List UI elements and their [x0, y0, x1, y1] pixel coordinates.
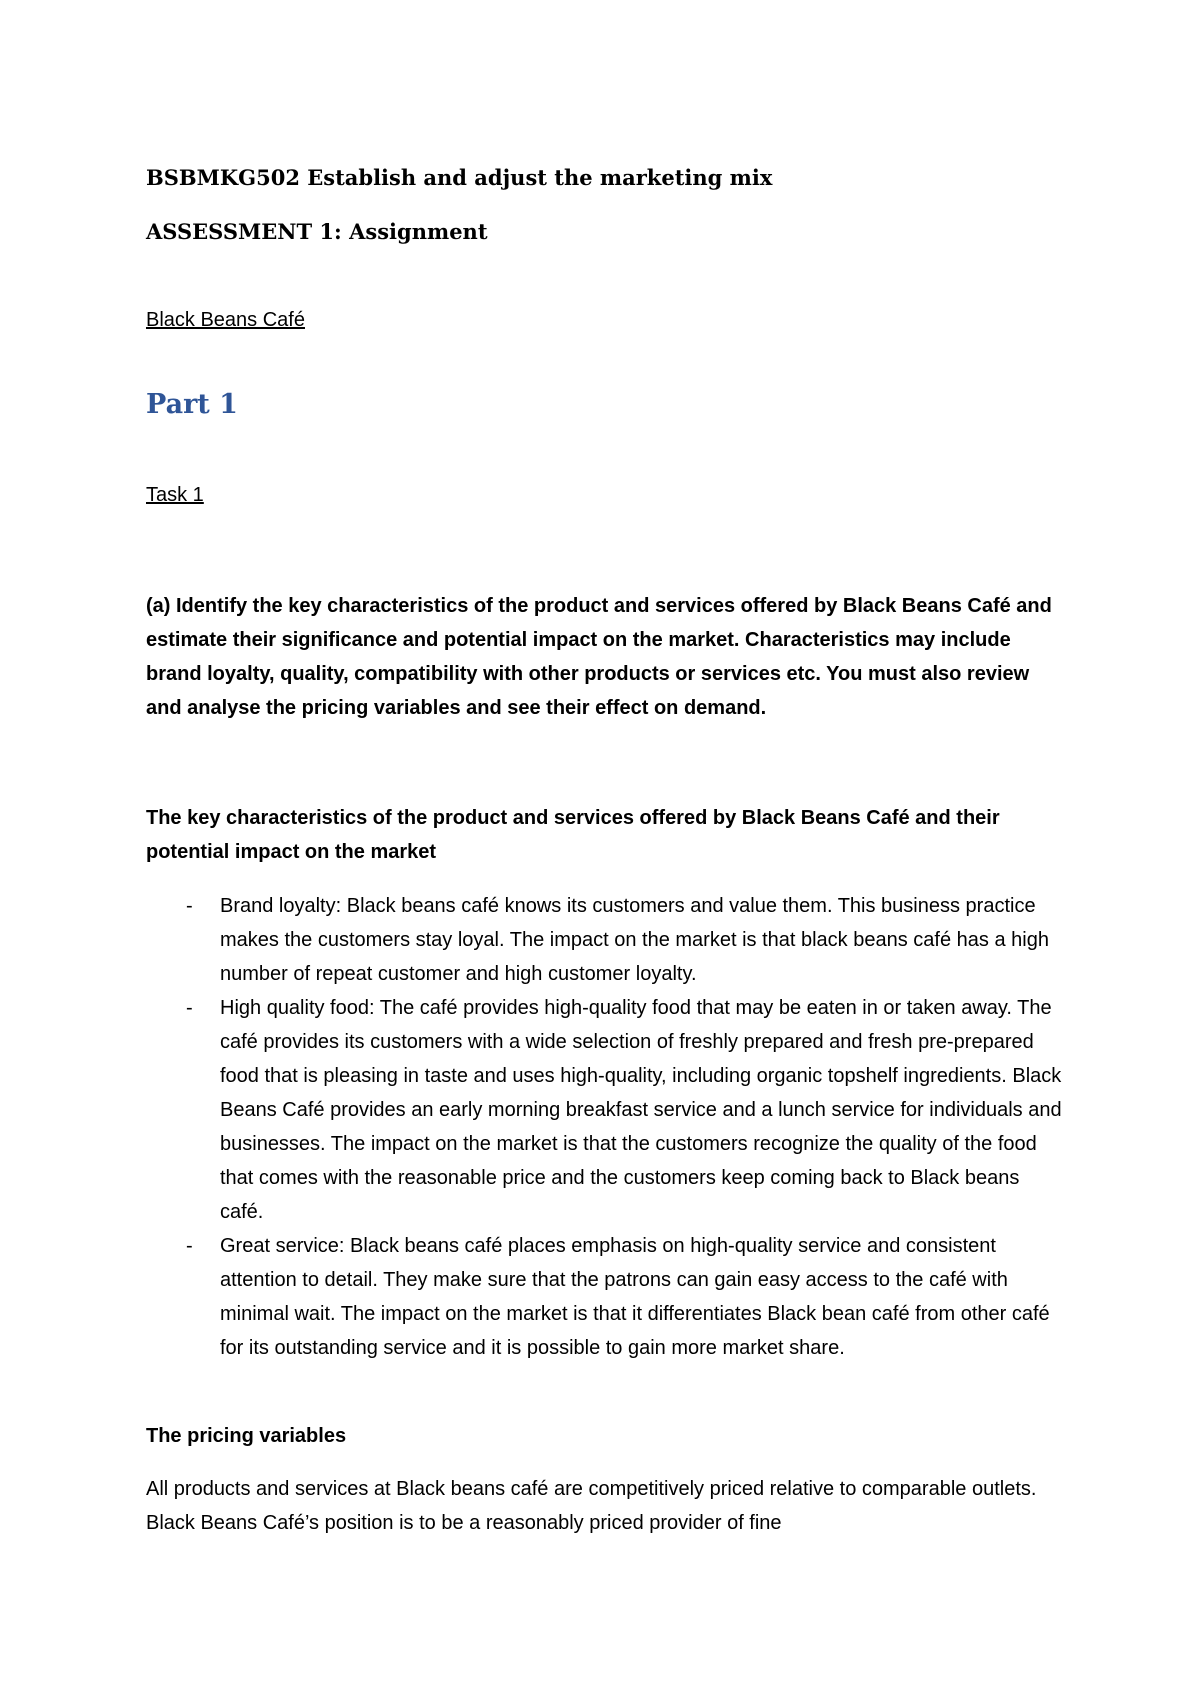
document-title: BSBMKG502 Establish and adjust the marketing mix [146, 165, 773, 190]
list-item [146, 1229, 1066, 1365]
list-item [146, 889, 1066, 991]
case-study-title: Black Beans Café [146, 309, 305, 331]
bullet-dash: - [186, 997, 193, 1019]
list-item [146, 991, 1066, 1229]
bullet-dash: - [186, 895, 193, 917]
bullet-dash: - [186, 1235, 193, 1257]
bullet-text: Great service: Black beans café places emphasis on high-quality service and consistent attention to detail. They make sure that the patrons can gain easy access to the café with minimal wait. The impact on the market is that it differentiates Black bean café from other café for its outstanding service and it is possible to gain more market share. [220, 1235, 1050, 1359]
part-heading: Part 1 [146, 389, 238, 420]
pricing-paragraph: All products and services at Black beans café are competitively priced relative to comparable outlets. Black Beans Café’s position is to be a reasonably priced provider of fine [146, 1478, 1037, 1534]
assessment-subtitle: ASSESSMENT 1: Assignment [146, 219, 488, 244]
pricing-heading: The pricing variables [146, 1425, 347, 1447]
bullet-text: Brand loyalty: Black beans café knows its customers and value them. This business practice makes the customers stay loyal. The impact on the market is that black beans café has a high number of repeat customer and high customer loyalty. [220, 895, 1049, 985]
bullet-text: High quality food: The café provides high-quality food that may be eaten in or taken away. The café provides its customers with a wide selection of freshly prepared and fresh pre-prepared food that is pleasing in taste and uses high-quality, including organic topshelf ingredients. Black Beans Café provides an early morning breakfast service and a lunch service for individuals and businesses. The impact on the market is that the customers recognize the quality of the food that comes with the reasonable price and the customers keep coming back to Black beans café. [220, 997, 1062, 1223]
characteristics-list [146, 889, 1066, 1365]
task-heading: Task 1 [146, 484, 204, 506]
characteristics-heading: The key characteristics of the product and services offered by Black Beans Café and their potential impact on the market [146, 807, 1000, 863]
task-question: (a) Identify the key characteristics of the product and services offered by Black Beans Café and estimate their significance and potential impact on the market. Characteristics may include brand loyalty, quality, compatibility with other products or services etc. You must also review and analyse the pricing variables and see their effect on demand. [146, 595, 1052, 719]
